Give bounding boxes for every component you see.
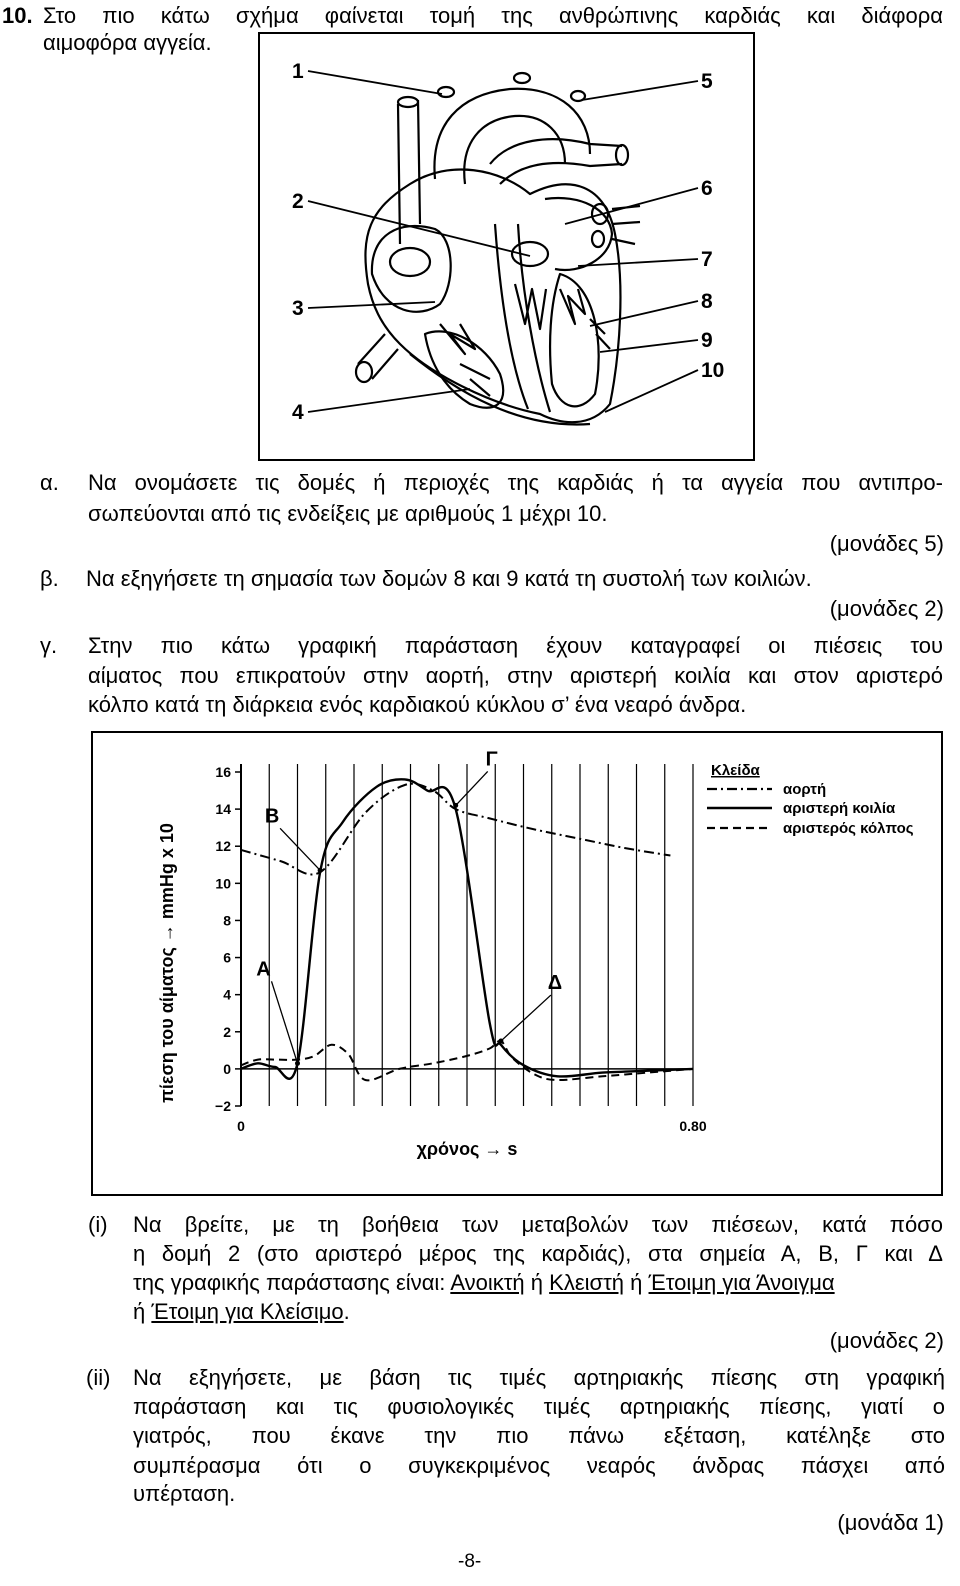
pressure-chart: [91, 731, 943, 1196]
part-c-line2: αίματος που επικρατούν στην αορτή, στην αριστερή κοιλία και στον αριστερό: [88, 663, 943, 688]
legend-label-left-ventricle: αριστερή κοιλία: [783, 800, 896, 817]
y-tick-label: 14: [215, 801, 231, 818]
x-axis-label: χρόνος → s: [416, 1139, 518, 1159]
inferior-vena-cava: [358, 334, 398, 379]
sub-i-marks: (μονάδες 2): [829, 1328, 944, 1353]
y-tick-label: −2: [215, 1098, 231, 1114]
point-label-g-point: [453, 803, 458, 808]
sub-ii-marker: (ii): [86, 1365, 111, 1390]
point-label-b-point: [318, 868, 323, 873]
part-a-line2: σωπεύονται από τις ενδείξεις με αριθμούς 1 μέχρι 10.: [88, 501, 608, 526]
sub-ii-line4: συμπέρασμα ότι ο συγκεκριμένος νεαρός άνδρας πάσχει από: [133, 1453, 945, 1478]
legend-label-aorta: αορτή: [783, 781, 827, 798]
mitral-valve: [560, 289, 610, 349]
sub-ii-line5: υπέρταση.: [133, 1481, 236, 1506]
heart-diagram: [260, 34, 753, 459]
sub-i-line1: Να βρείτε, με τη βοήθεια των μεταβολών των πιέσεων, κατά πόσο: [133, 1212, 943, 1237]
aorta-branch-2: [514, 73, 530, 83]
aorta-branch-1: [438, 87, 454, 97]
sub-i-marker: (i): [88, 1212, 108, 1237]
heart-section-figure: [258, 32, 755, 461]
sub-ii-line1: Να εξηγήσετε, με βάση τις τιμές αρτηριακής πίεσης στη γραφική: [133, 1365, 945, 1390]
part-a-line1: Να ονομάσετε τις δομές ή περιοχές της καρδιάς ή τα αγγεία που αντιπρο-: [88, 470, 943, 495]
heart-outline: [365, 170, 620, 423]
part-c-line3: κόλπο κατά τη διάρκεια ενός καρδιακού κύκλου σ’ ένα νεαρό άνδρα.: [88, 692, 747, 717]
point-label-g: Γ: [485, 748, 498, 771]
option-closed: Κλειστή: [549, 1270, 625, 1295]
point-label-d: Δ: [547, 972, 563, 995]
aortic-valve: [512, 242, 548, 266]
y-axis-label: πίεση του αίματος → mmHg x 10: [157, 823, 177, 1103]
part-b-marks: (μονάδες 2): [829, 596, 944, 621]
sub-i-line2: η δομή 2 (στο αριστερό μέρος της καρδιάς), στα σημεία Α, Β, Γ και Δ: [133, 1241, 943, 1266]
part-a-marker: α.: [40, 470, 59, 495]
vena-cava-top: [398, 97, 418, 107]
figure-label-5: 5: [701, 70, 713, 93]
pressure-chart-svg: [93, 733, 941, 1194]
part-b-text: Να εξηγήσετε τη σημασία των δομών 8 και 9 κατά τη συστολή των κοιλιών.: [86, 566, 812, 591]
figure-label-3: 3: [292, 297, 304, 320]
legend-title: Κλείδα: [711, 762, 760, 779]
option-ready-to-open: Έτοιμη για Άνοιγμα: [648, 1270, 835, 1295]
figure-label-8: 8: [701, 290, 713, 313]
superior-vena-cava: [398, 100, 420, 244]
x-tick-label: 0.80: [679, 1118, 707, 1134]
sub-ii-line2: παράσταση και τις φυσιολογικές τιμές αρτηριακής πίεσης, γιατί ο: [133, 1394, 945, 1419]
option-ready-to-close: Έτοιμη για Κλείσιμο: [151, 1299, 344, 1324]
x-tick-label: 0: [237, 1118, 245, 1134]
y-tick-label: 8: [223, 912, 231, 929]
pulmonary-artery-opening: [616, 145, 628, 165]
question-number: 10.: [2, 3, 33, 28]
sub-i-line3-prefix: της γραφικής παράστασης είναι:: [133, 1270, 446, 1295]
or-3: ή: [133, 1299, 146, 1324]
chordae-left: [515, 284, 546, 329]
y-tick-label: 2: [223, 1023, 231, 1040]
or-2: ή: [630, 1270, 643, 1295]
left-ventricle: [550, 274, 599, 406]
point-label-a: Α: [256, 958, 271, 981]
or-1: ή: [530, 1270, 544, 1295]
y-tick-label: 4: [223, 986, 231, 1003]
sub-i-line4: [133, 1299, 350, 1325]
part-c-line1: Στην πιο κάτω γραφική παράσταση έχουν καταγραφεί οι πιέσεις του: [88, 633, 943, 658]
point-label-b: Β: [264, 805, 280, 828]
y-tick-label: 6: [223, 949, 231, 966]
page-number: -8-: [458, 1551, 482, 1572]
right-atrium-opening: [390, 248, 430, 276]
figure-label-10: 10: [701, 359, 725, 382]
y-tick-label: 10: [215, 875, 231, 892]
y-tick-label: 16: [215, 764, 231, 780]
figure-label-9: 9: [701, 329, 713, 352]
part-a-marks: (μονάδες 5): [829, 531, 944, 556]
point-label-d-point: [498, 1039, 503, 1044]
series-aorta: [241, 784, 670, 875]
sub-i-end: .: [343, 1299, 350, 1324]
sub-ii-line3: γιατρός, που έκανε την πιο πάνω εξέταση, κατέληξε στο: [133, 1423, 945, 1448]
point-label-d-arrow: [501, 995, 551, 1041]
sub-i-line3: [133, 1270, 835, 1296]
option-open: Ανοικτή: [450, 1270, 525, 1295]
right-atrium: [372, 226, 451, 312]
figure-label-4: 4: [292, 401, 304, 424]
figure-label-1: 1: [292, 60, 304, 83]
part-c-marker: γ.: [40, 633, 58, 658]
y-tick-label: 0: [223, 1060, 231, 1077]
question-intro-line2: αιμοφόρα αγγεία.: [43, 30, 212, 55]
point-label-a-arrow: [272, 981, 298, 1063]
part-b-marker: β.: [40, 566, 59, 591]
question-intro-line1: Στο πιο κάτω σχήμα φαίνεται τομή της ανθρώπινης καρδιάς και διάφορα: [43, 3, 943, 28]
pulmonary-artery: [490, 139, 622, 184]
vena-cava-bottom: [356, 362, 372, 382]
point-label-g-arrow: [456, 771, 488, 805]
legend-label-left-atrium: αριστερός κόλπος: [783, 820, 914, 837]
point-label-a-point: [295, 1061, 300, 1066]
figure-label-7: 7: [701, 248, 713, 271]
figure-label-6: 6: [701, 177, 713, 200]
figure-label-2: 2: [292, 190, 304, 213]
y-tick-label: 12: [215, 838, 231, 855]
sub-ii-marks: (μονάδα 1): [837, 1510, 944, 1535]
chart-legend: [707, 762, 914, 837]
